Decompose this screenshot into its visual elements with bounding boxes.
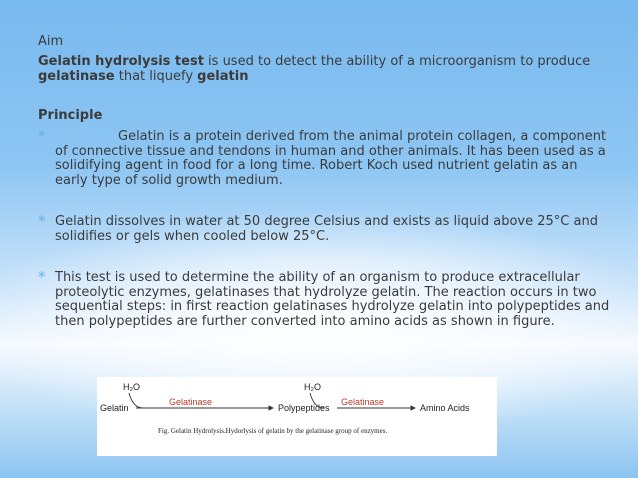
reaction-diagram xyxy=(97,377,497,456)
enzyme-label-2: Gelatinase xyxy=(341,397,385,407)
intermediate-label: Polypeptides xyxy=(278,403,330,413)
substrate-label: Gelatin xyxy=(100,403,129,413)
bullet-text: Gelatin is a protein derived from the animal protein collagen, a component of connective tissue and tendons in human and other animals. It has been used as a solidifying agent in food for a long time. Robert Koch used nutrient gelatin as an early type of solid growth medium. xyxy=(55,129,607,188)
bullet-text: This test is used to determine the ability of an organism to produce extracellular proteolytic enzymes, gelatinases that hydrolyze gelatin. The reaction occurs in two sequential steps: in first reaction gelatinases hydrolyze gelatin into polypeptides and then polypeptides are further converted into amino acids as shown in figure. xyxy=(55,270,610,329)
enzyme-label-1: Gelatinase xyxy=(169,397,213,407)
bullet-star-icon: * xyxy=(38,212,46,230)
water-label-2: H₂O xyxy=(304,382,321,392)
bullet-star-icon: * xyxy=(38,127,46,145)
water-curve-1 xyxy=(129,393,143,408)
bullet-item xyxy=(38,212,613,244)
bullet-item xyxy=(38,127,613,188)
aim-heading: Aim xyxy=(38,34,64,49)
aim-bold-gelatinase: gelatinase xyxy=(38,69,115,84)
aim-text-part-2: that liquefy xyxy=(114,69,198,84)
figure-caption: Fig. Gelatin Hydrolysis.Hydorlysis of gelatin by the gelatinase group of enzymes. xyxy=(158,427,388,435)
bullet-text: Gelatin dissolves in water at 50 degree Celsius and exists as liquid above 25°C and solidifies or gels when cooled below 25°C. xyxy=(55,214,598,244)
principle-heading: Principle xyxy=(38,108,103,123)
aim-text xyxy=(38,54,598,84)
water-label-1: H₂O xyxy=(123,382,140,392)
aim-text-part-1: is used to detect the ability of a microorganism to produce xyxy=(203,54,591,69)
bullet-item xyxy=(38,268,613,329)
aim-bold-gelatin: gelatin xyxy=(197,69,249,84)
bullet-star-icon: * xyxy=(38,268,46,286)
gelatin-hydrolysis-figure xyxy=(97,377,497,456)
aim-bold-test-name: Gelatin hydrolysis test xyxy=(38,54,204,69)
product-label: Amino Acids xyxy=(420,403,470,413)
